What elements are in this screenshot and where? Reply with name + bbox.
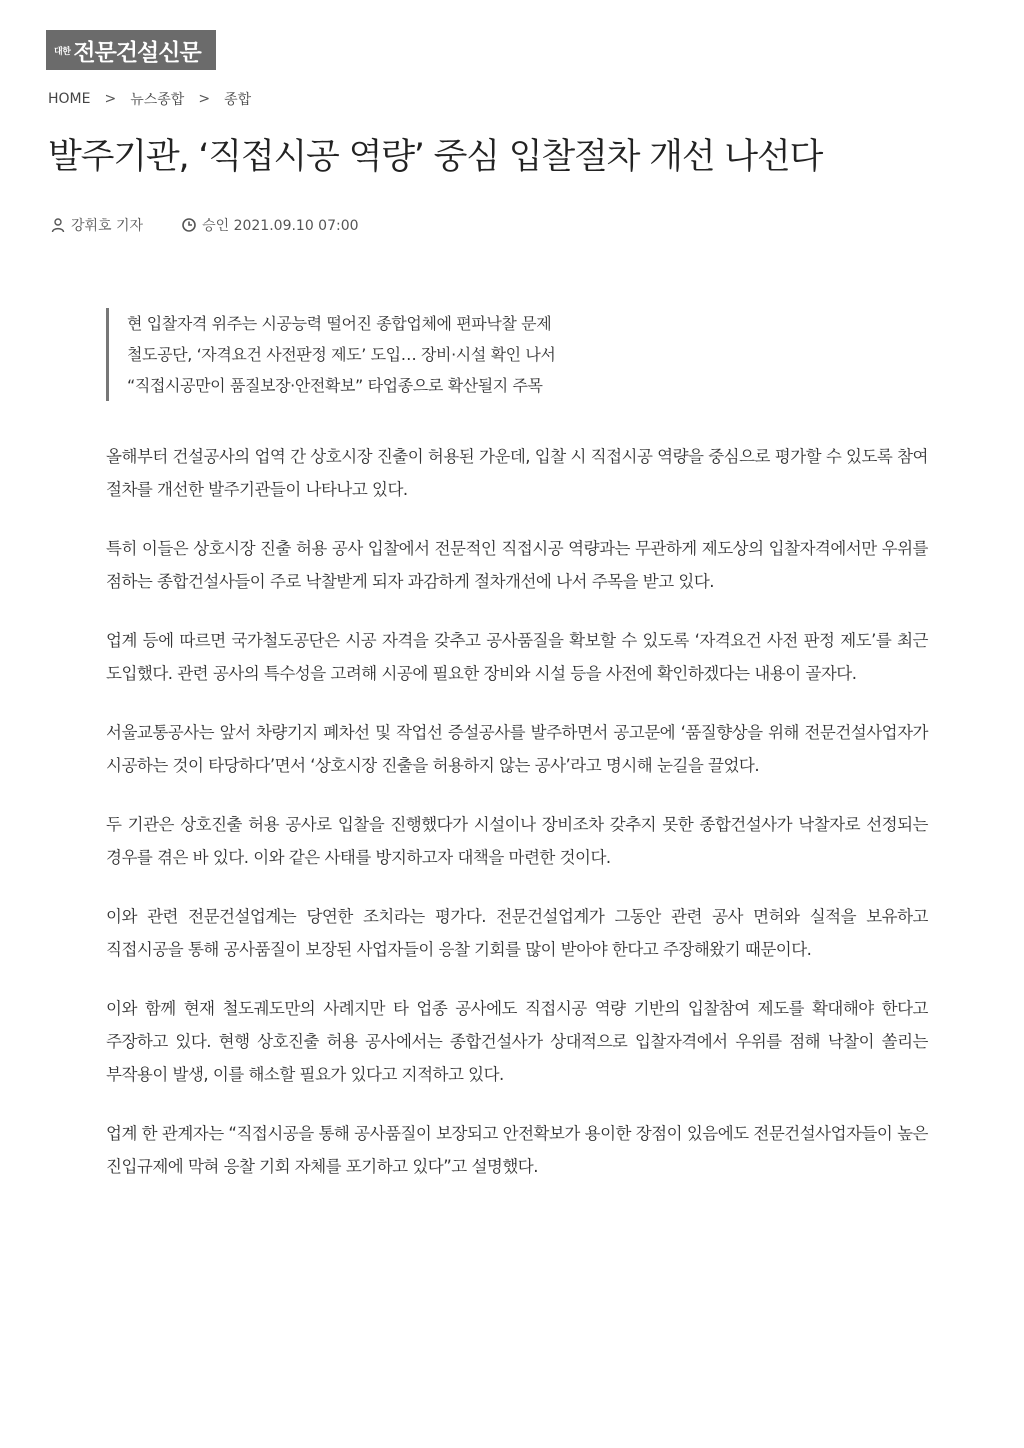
paragraph: 업계 한 관계자는 “직접시공을 통해 공사품질이 보장되고 안전확보가 용이한 장점이 있음에도 전문건설사업자들이 높은 진입규제에 막혀 응찰 기회 자체를 포기하고 있다”고 설명했다.: [106, 1124, 928, 1176]
site-logo[interactable]: [46, 30, 216, 70]
article-body: [106, 440, 928, 1209]
subhead-1: 현 입찰자격 위주는 시공능력 떨어진 종합업체에 편파낙찰 문제: [127, 314, 552, 333]
clock-icon: [181, 217, 197, 233]
user-icon: [50, 217, 66, 233]
logo-small-text: 대한: [54, 46, 71, 57]
subhead-2: 철도공단, ‘자격요건 사전판정 제도’ 도입… 장비·시설 확인 나서: [127, 345, 556, 364]
publish-info: [181, 215, 358, 235]
breadcrumb-home[interactable]: HOME: [48, 91, 91, 107]
breadcrumb: [48, 88, 251, 110]
paragraph: 업계 등에 따르면 국가철도공단은 시공 자격을 갖추고 공사품질을 확보할 수 있도록 ‘자격요건 사전 판정 제도’를 최근 도입했다. 관련 공사의 특수성을 고려해 시공에 필요한 장비와 시설 등을 사전에 확인하겠다는 내용이 골자다.: [106, 631, 928, 683]
article-subheads: [106, 308, 806, 401]
chevron-right-icon: >: [104, 91, 117, 107]
author-name[interactable]: 강휘호 기자: [71, 218, 144, 234]
logo-main-text: 전문건설신문: [73, 39, 201, 66]
publish-date: 승인 2021.09.10 07:00: [202, 218, 359, 234]
subhead-3: “직접시공만이 품질보장·안전확보” 타업종으로 확산될지 주목: [127, 376, 543, 395]
breadcrumb-news[interactable]: 뉴스종합: [130, 92, 185, 108]
article-title: 발주기관, ‘직접시공 역량’ 중심 입찰절차 개선 나선다: [48, 137, 823, 177]
breadcrumb-general[interactable]: 종합: [224, 92, 252, 108]
paragraph: 이와 관련 전문건설업계는 당연한 조치라는 평가다. 전문건설업계가 그동안 관련 공사 면허와 실적을 보유하고 직접시공을 통해 공사품질이 보장된 사업자들이 응찰 기회를 많이 받아야 한다고 주장해왔기 때문이다.: [106, 907, 928, 959]
article-meta: [50, 214, 359, 236]
paragraph: 특히 이들은 상호시장 진출 허용 공사 입찰에서 전문적인 직접시공 역량과는 무관하게 제도상의 입찰자격에서만 우위를 점하는 종합건설사들이 주로 낙찰받게 되자 과감하게 절차개선에 나서 주목을 받고 있다.: [106, 539, 928, 591]
paragraph: 두 기관은 상호진출 허용 공사로 입찰을 진행했다가 시설이나 장비조차 갖추지 못한 종합건설사가 낙찰자로 선정되는 경우를 겪은 바 있다. 이와 같은 사태를 방지하고자 대책을 마련한 것이다.: [106, 815, 928, 867]
author-info: [50, 215, 143, 235]
paragraph: 서울교통공사는 앞서 차량기지 폐차선 및 작업선 증설공사를 발주하면서 공고문에 ‘품질향상을 위해 전문건설사업자가 시공하는 것이 타당하다’면서 ‘상호시장 진출을 허용하지 않는 공사’라고 명시해 눈길을 끌었다.: [106, 723, 928, 775]
chevron-right-icon: >: [198, 91, 211, 107]
paragraph: 이와 함께 현재 철도궤도만의 사례지만 타 업종 공사에도 직접시공 역량 기반의 입찰참여 제도를 확대해야 한다고 주장하고 있다. 현행 상호진출 허용 공사에서는 종합건설사가 상대적으로 입찰자격에서 우위를 점해 낙찰이 쏠리는 부작용이 발생, 이를 해소할 필요가 있다고 지적하고 있다.: [106, 999, 928, 1084]
paragraph: 올해부터 건설공사의 업역 간 상호시장 진출이 허용된 가운데, 입찰 시 직접시공 역량을 중심으로 평가할 수 있도록 참여 절차를 개선한 발주기관들이 나타나고 있다.: [106, 447, 928, 499]
